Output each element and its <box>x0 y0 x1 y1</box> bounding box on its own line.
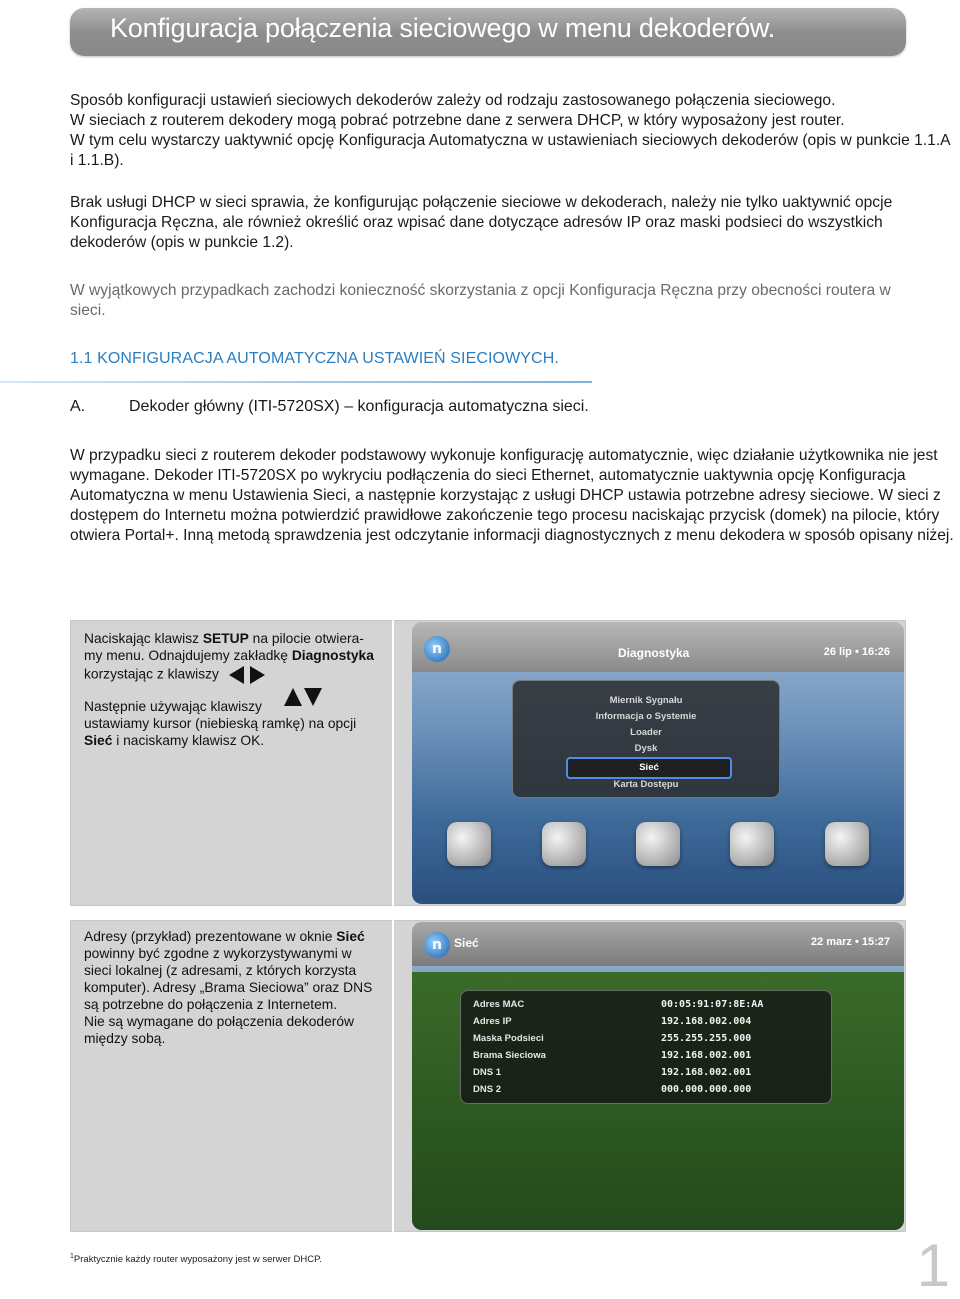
box1-text-g: i naciskamy klawisz OK. <box>112 733 265 748</box>
menu-item-network-selected[interactable]: Sieć <box>566 757 732 779</box>
network-row <box>461 1016 831 1032</box>
subsection-title: Dekoder główny (ITI-5720SX) – konfiguracja automatyczna sieci. <box>129 398 589 415</box>
network-row <box>461 1050 831 1066</box>
screen-title: Diagnostyka <box>618 646 690 660</box>
n-logo-icon: n <box>424 932 450 958</box>
box2-text-e: są potrzebne do połączenia z Internetem. <box>84 997 338 1012</box>
footnote <box>70 1253 322 1265</box>
paragraph-router-config: W przypadku sieci z routerem dekoder podstawowy wykonuje konfigurację automatycznie, więc działanie użytkownika nie jest wymagane. Dekoder ITI-5720SX po wykryciu podłączenia do sieci Ethernet, automatycznie uaktywnia opcję Konfiguracja Automatyczna w menu Ustawienia Sieci, a następnie korzystając z usługi DHCP ustawia potrzebne adresy sieciowe. W sieci z dostępem do Internetu można potwierdzić prawidłowe zakończenie tego procesu naciskając przycisk (domek) na pilocie, który otwiera Portal+. Inną metodą sprawdzenia jest odczytanie informacji diagnostycznych z menu dekodera w sposób opisany niżej. <box>70 447 954 544</box>
box2-text-g: między sobą. <box>84 1031 166 1046</box>
box1-text-a: Naciskając klawisz <box>84 631 203 646</box>
network-row <box>461 999 831 1015</box>
box-divider <box>392 620 394 906</box>
box2-text-a: Adresy (przykład) prezentowane w oknie <box>84 929 337 944</box>
network-row <box>461 1084 831 1100</box>
network-row <box>461 1033 831 1049</box>
box2-text-f: Nie są wymagane do połączenia dekoderów <box>84 1014 354 1029</box>
instruction-box-network <box>70 920 906 1232</box>
setup-key-label: SETUP <box>202 631 249 646</box>
footnote-text: Praktycznie każdy router wyposażony jest w serwer DHCP. <box>73 1254 322 1266</box>
screen-title: Sieć <box>454 936 479 950</box>
box2-text-c: sieci lokalnej (z adresami, z których korzysta <box>84 963 357 978</box>
disk-icon[interactable] <box>730 822 774 866</box>
left-right-arrows-icon <box>227 664 267 686</box>
screen-date: 26 lip • 16:26 <box>823 646 890 658</box>
screen-header <box>412 622 904 672</box>
page-number: 1 <box>916 1232 950 1299</box>
box2-text-b: powinny być zgodne z wykorzystywanymi w <box>84 946 352 961</box>
row-label: Adres MAC <box>473 999 525 1010</box>
paragraph-router: W sieciach z routerem dekodery mogą pobrać potrzebne dane z serwera DHCP, w który wyposażony jest router. <box>70 112 845 129</box>
settings-tools-icon[interactable] <box>542 822 586 866</box>
box1-text-f: ustawiamy kursor (niebieską ramkę) na opcji <box>84 716 357 731</box>
box1-text-e: Następnie używając klawiszy <box>84 699 262 714</box>
diagnostics-menu <box>512 680 780 798</box>
section-rule <box>0 381 592 383</box>
row-label: DNS 2 <box>473 1084 501 1095</box>
box1-text-b: na pilocie otwiera- <box>248 631 364 646</box>
paragraph-exception: W wyjątkowych przypadkach zachodzi konieczność skorzystania z opcji Konfiguracja Ręczna przy obecności routera w sieci. <box>70 282 891 319</box>
mail-icon[interactable] <box>825 822 869 866</box>
box1-text-d: korzystając z klawiszy <box>84 666 219 682</box>
paragraph-intro: Sposób konfiguracji ustawień sieciowych dekoderów zależy od rodzaju zastosowanego połączenia sieciowego. <box>70 92 836 109</box>
subsection-letter: A. <box>70 398 86 415</box>
section-heading: 1.1 KONFIGURACJA AUTOMATYCZNA USTAWIEŃ SIECIOWYCH. <box>70 350 559 367</box>
footnote-mark: 1 <box>70 1253 74 1260</box>
instruction-text-2 <box>84 928 394 1047</box>
screen-header <box>412 922 904 966</box>
row-value: 00:05:91:07:8E:AA <box>661 999 764 1010</box>
menu-icons-row <box>422 814 894 874</box>
screen-date: 22 marz • 15:27 <box>810 936 890 948</box>
diagnostics-screenshot <box>412 622 904 904</box>
row-value: 192.168.002.001 <box>661 1067 752 1078</box>
box-divider <box>392 920 394 1232</box>
up-down-arrows-icon <box>283 686 323 708</box>
menu-item-signal[interactable]: Miernik Sygnału <box>609 695 683 706</box>
network-row <box>461 1067 831 1083</box>
menu-item-disk[interactable]: Dysk <box>634 743 658 754</box>
row-value: 000.000.000.000 <box>661 1084 752 1095</box>
network-option-label: Sieć <box>84 733 113 748</box>
tv-icon[interactable] <box>447 822 491 866</box>
row-value: 255.255.255.000 <box>661 1033 752 1044</box>
network-window-label: Sieć <box>336 929 365 944</box>
row-label: Maska Podsieci <box>473 1033 544 1044</box>
menu-item-access-card[interactable]: Karta Dostępu <box>613 779 679 790</box>
diagnostics-tab-label: Diagnostyka <box>291 648 374 663</box>
paragraph-auto: W tym celu wystarczy uaktywnić opcję Konfiguracja Automatyczna w ustawieniach sieciowych dekoderów (opis w punkcie 1.1.A i 1.1.B). <box>70 132 950 169</box>
title-bar <box>70 8 906 56</box>
box1-text-c: my menu. Odnajdujemy zakładkę <box>84 648 292 663</box>
row-label: DNS 1 <box>473 1067 501 1078</box>
network-info-panel <box>460 990 832 1104</box>
calendar-icon[interactable] <box>636 822 680 866</box>
instruction-text-1 <box>84 630 394 749</box>
network-screenshot <box>412 922 904 1230</box>
instruction-box-diagnostics <box>70 620 906 906</box>
box2-text-d: komputer). Adresy „Brama Sieciowa” oraz DNS <box>84 980 373 995</box>
row-label: Adres IP <box>473 1016 512 1027</box>
row-value: 192.168.002.004 <box>661 1016 752 1027</box>
page-title: Konfiguracja połączenia sieciowego w menu dekoderów. <box>110 13 776 43</box>
row-value: 192.168.002.001 <box>661 1050 752 1061</box>
menu-item-loader[interactable]: Loader <box>630 727 662 738</box>
row-label: Brama Sieciowa <box>473 1050 546 1061</box>
paragraph-dhcp: Brak usługi DHCP w sieci sprawia, że konfigurując połączenie sieciowe w dekoderach, należy nie tylko uaktywnić opcje Konfiguracja Ręczna, ale również określić oraz wpisać dane dotyczące adresów IP oraz maski podsieci do wszystkich dekoderów (opis w punkcie 1.2). <box>70 194 893 251</box>
n-logo-icon: n <box>424 636 450 662</box>
menu-item-system-info[interactable]: Informacja o Systemie <box>595 711 697 722</box>
